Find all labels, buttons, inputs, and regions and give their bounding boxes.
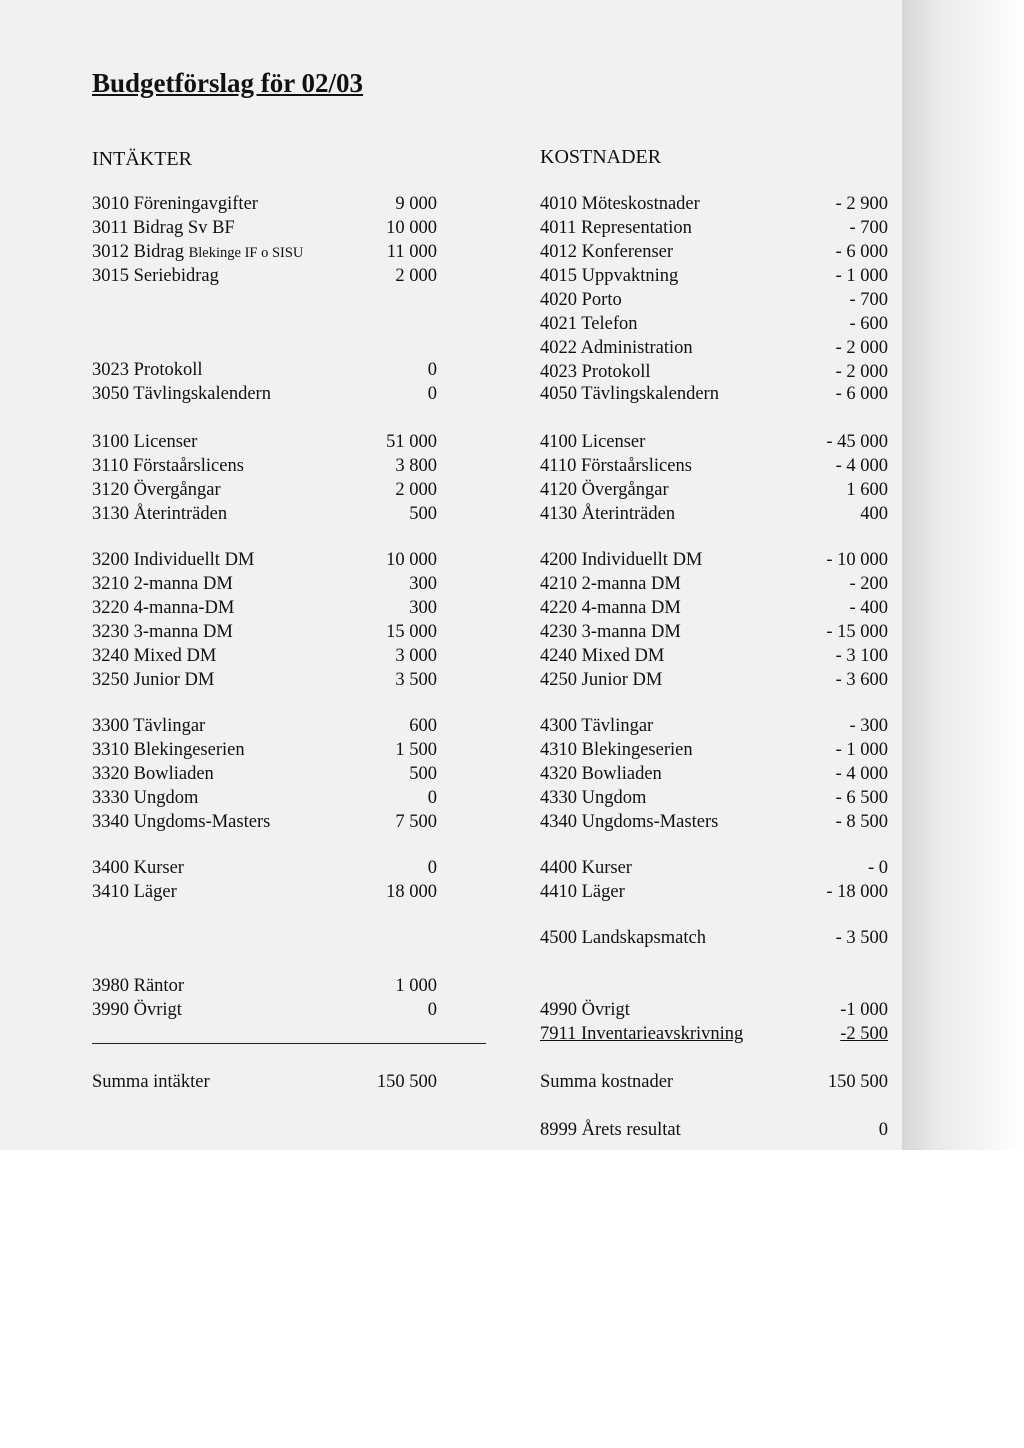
income-amount: 11 000	[386, 242, 437, 262]
cost-amount: - 6 000	[835, 384, 888, 404]
cost-account-label	[540, 382, 719, 406]
income-total-amount: 150 500	[376, 1072, 437, 1092]
income-account-label	[92, 192, 258, 216]
cost-account-text: 4012 Konferenser	[540, 242, 674, 262]
cost-account-label	[540, 502, 675, 526]
income-account-text: 3300 Tävlingar	[92, 716, 206, 736]
cost-account-label	[540, 762, 662, 786]
cost-account-text: 4300 Tävlingar	[540, 716, 654, 736]
cost-account-text: 4015 Uppvaktning	[540, 266, 679, 286]
income-amount: 0	[427, 1000, 437, 1020]
income-amount: 0	[427, 788, 437, 808]
income-account-label	[92, 714, 205, 738]
cost-amount: - 3 100	[835, 646, 888, 666]
cost-row	[540, 880, 888, 904]
income-row	[92, 668, 437, 692]
income-divider	[92, 1043, 486, 1044]
income-account-label	[92, 548, 254, 572]
cost-row	[540, 478, 888, 502]
income-account-label	[92, 240, 303, 265]
year-result-amount: 0	[878, 1120, 888, 1140]
cost-total-label: Summa kostnader	[540, 1072, 674, 1092]
income-amount: 3 000	[395, 646, 437, 666]
cost-account-text: 4023 Protokoll	[540, 362, 651, 382]
cost-row	[540, 644, 888, 668]
cost-amount: - 1 000	[835, 740, 888, 760]
cost-total-amount: 150 500	[827, 1072, 888, 1092]
cost-account-label	[540, 714, 653, 738]
cost-amount: - 700	[849, 290, 888, 310]
cost-row	[540, 240, 888, 264]
income-account-subtext: Blekinge IF o SISU	[188, 245, 304, 261]
cost-account-label	[540, 998, 630, 1022]
income-account-text: 3410 Läger	[92, 882, 177, 902]
income-row	[92, 738, 437, 762]
income-account-text: 3320 Bowliaden	[92, 764, 214, 784]
cost-row	[540, 596, 888, 620]
cost-row	[540, 572, 888, 596]
cost-account-text: 4240 Mixed DM	[540, 646, 665, 666]
income-amount: 10 000	[386, 550, 437, 570]
income-account-label	[92, 454, 244, 478]
income-account-text: 3990 Övrigt	[92, 1000, 182, 1020]
income-row	[92, 478, 437, 502]
cost-account-text: 4400 Kurser	[540, 858, 632, 878]
cost-account-label	[540, 786, 646, 810]
cost-row	[540, 336, 888, 360]
income-amount: 600	[409, 716, 437, 736]
cost-amount: - 4 000	[835, 456, 888, 476]
cost-account-label	[540, 926, 706, 950]
cost-account-text: 4130 Återinträden	[540, 504, 676, 524]
cost-amount: -1 000	[840, 1000, 888, 1020]
cost-account-text: 4250 Junior DM	[540, 670, 663, 690]
income-row	[92, 358, 437, 382]
cost-amount: 400	[860, 504, 888, 524]
cost-account-label	[540, 336, 693, 360]
cost-account-text: 4011 Representation	[540, 218, 692, 238]
cost-account-text: 4220 4-manna DM	[540, 598, 681, 618]
income-account-label	[92, 596, 234, 620]
income-account-text: 3023 Protokoll	[92, 360, 203, 380]
cost-account-label	[540, 668, 662, 692]
cost-amount: - 2 000	[835, 338, 888, 358]
year-result-label: 8999 Årets resultat	[540, 1120, 681, 1140]
cost-amount: - 6 500	[835, 788, 888, 808]
cost-amount: - 4 000	[835, 764, 888, 784]
income-account-text: 3015 Seriebidrag	[92, 266, 219, 286]
income-row	[92, 714, 437, 738]
cost-account-text: 4330 Ungdom	[540, 788, 647, 808]
income-amount: 500	[409, 764, 437, 784]
income-total	[92, 1070, 437, 1094]
income-amount: 500	[409, 504, 437, 524]
income-account-text: 3100 Licenser	[92, 432, 198, 452]
income-amount: 1 000	[395, 976, 437, 996]
cost-row	[540, 454, 888, 478]
income-amount: 300	[409, 598, 437, 618]
income-account-text: 3050 Tävlingskalendern	[92, 384, 271, 404]
income-row	[92, 454, 437, 478]
income-account-label	[92, 880, 177, 904]
income-row	[92, 644, 437, 668]
income-account-label	[92, 762, 214, 786]
income-account-text: 3400 Kurser	[92, 858, 184, 878]
income-account-text: 3250 Junior DM	[92, 670, 215, 690]
cost-row	[540, 192, 888, 216]
income-account-label	[92, 216, 235, 240]
income-account-text: 3980 Räntor	[92, 976, 184, 996]
cost-row	[540, 856, 888, 880]
cost-amount: - 8 500	[835, 812, 888, 832]
cost-amount: - 200	[849, 574, 888, 594]
income-account-label	[92, 738, 245, 762]
cost-account-text: 4210 2-manna DM	[540, 574, 681, 594]
cost-account-label	[540, 288, 622, 312]
cost-row	[540, 382, 888, 406]
cost-account-text: 4120 Övergångar	[540, 480, 669, 500]
income-row	[92, 502, 437, 526]
cost-account-label	[540, 240, 673, 264]
income-row	[92, 880, 437, 904]
cost-row	[540, 738, 888, 762]
income-account-label	[92, 430, 197, 454]
income-amount: 0	[427, 384, 437, 404]
cost-amount: - 300	[849, 716, 888, 736]
cost-account-label	[540, 216, 692, 240]
income-account-label	[92, 668, 214, 692]
cost-account-label	[540, 360, 651, 384]
cost-account-label	[540, 738, 693, 762]
cost-row	[540, 786, 888, 810]
cost-amount: - 0	[867, 858, 888, 878]
scan-edge-shadow	[902, 0, 1024, 1150]
income-amount: 18 000	[386, 882, 437, 902]
income-amount: 300	[409, 574, 437, 594]
income-row	[92, 216, 437, 240]
cost-row	[540, 620, 888, 644]
income-account-text: 3012 Bidrag	[92, 242, 189, 262]
cost-account-text: 4990 Övrigt	[540, 1000, 630, 1020]
cost-row	[540, 288, 888, 312]
cost-account-label	[540, 810, 718, 834]
cost-amount: - 600	[849, 314, 888, 334]
income-row	[92, 762, 437, 786]
cost-row	[540, 668, 888, 692]
income-account-text: 3130 Återinträden	[92, 504, 228, 524]
income-account-label	[92, 998, 182, 1022]
cost-account-label	[540, 572, 681, 596]
income-row	[92, 998, 437, 1022]
cost-account-label	[540, 596, 681, 620]
income-account-text: 3210 2-manna DM	[92, 574, 233, 594]
income-amount: 2 000	[395, 480, 437, 500]
income-account-label	[92, 620, 233, 644]
cost-account-text: 4230 3-manna DM	[540, 622, 681, 642]
income-row	[92, 192, 437, 216]
cost-amount: - 3 500	[835, 928, 888, 948]
income-row	[92, 620, 437, 644]
cost-account-text: 4340 Ungdoms-Masters	[540, 812, 719, 832]
cost-row	[540, 264, 888, 288]
cost-account-label	[540, 620, 681, 644]
cost-row	[540, 714, 888, 738]
income-account-text: 3220 4-manna-DM	[92, 598, 235, 618]
income-heading: INTÄKTER	[92, 148, 192, 170]
cost-account-label	[540, 478, 669, 502]
income-row	[92, 786, 437, 810]
income-row	[92, 856, 437, 880]
cost-row	[540, 360, 888, 384]
cost-amount: - 15 000	[826, 622, 888, 642]
cost-amount: - 2 000	[835, 362, 888, 382]
cost-amount: - 400	[849, 598, 888, 618]
income-amount: 9 000	[395, 194, 437, 214]
income-account-label	[92, 786, 198, 810]
income-account-text: 3240 Mixed DM	[92, 646, 217, 666]
income-amount: 0	[427, 858, 437, 878]
cost-amount: - 10 000	[826, 550, 888, 570]
income-row	[92, 430, 437, 454]
income-amount: 3 500	[395, 670, 437, 690]
cost-account-text: 4410 Läger	[540, 882, 625, 902]
cost-row	[540, 998, 888, 1022]
cost-amount: -2 500	[840, 1024, 888, 1044]
cost-account-label	[540, 548, 702, 572]
income-account-text: 3011 Bidrag Sv BF	[92, 218, 235, 238]
document-title: Budgetförslag för 02/03	[92, 68, 363, 98]
income-row	[92, 810, 437, 834]
income-row	[92, 264, 437, 288]
income-amount: 1 500	[395, 740, 437, 760]
income-account-text: 3230 3-manna DM	[92, 622, 233, 642]
cost-row	[540, 430, 888, 454]
cost-total	[540, 1070, 888, 1094]
cost-account-label	[540, 192, 700, 216]
cost-account-text: 4200 Individuellt DM	[540, 550, 703, 570]
income-account-label	[92, 264, 219, 288]
income-row	[92, 382, 437, 406]
cost-account-text: 4050 Tävlingskalendern	[540, 384, 719, 404]
costs-heading: KOSTNADER	[540, 146, 662, 168]
income-amount: 15 000	[386, 622, 437, 642]
income-row	[92, 240, 437, 264]
income-amount: 51 000	[386, 432, 437, 452]
cost-row	[540, 762, 888, 786]
cost-row	[540, 312, 888, 336]
income-account-label	[92, 644, 216, 668]
cost-amount: 1 600	[846, 480, 888, 500]
cost-row	[540, 216, 888, 240]
income-account-text: 3120 Övergångar	[92, 480, 221, 500]
income-account-text: 3330 Ungdom	[92, 788, 199, 808]
income-account-label	[92, 974, 184, 998]
income-account-text: 3110 Förstaårslicens	[92, 456, 244, 476]
cost-row	[540, 548, 888, 572]
income-row	[92, 572, 437, 596]
income-amount: 0	[427, 360, 437, 380]
income-amount: 3 800	[395, 456, 437, 476]
cost-account-text: 4310 Blekingeserien	[540, 740, 693, 760]
cost-account-text: 4110 Förstaårslicens	[540, 456, 692, 476]
cost-row	[540, 502, 888, 526]
income-account-label	[92, 856, 184, 880]
cost-account-label	[540, 880, 625, 904]
cost-account-label	[540, 454, 692, 478]
income-account-text: 3340 Ungdoms-Masters	[92, 812, 271, 832]
income-row	[92, 548, 437, 572]
cost-row	[540, 810, 888, 834]
cost-account-text: 4500 Landskapsmatch	[540, 928, 706, 948]
cost-account-text: 4020 Porto	[540, 290, 622, 310]
income-amount: 7 500	[395, 812, 437, 832]
cost-amount: - 6 000	[835, 242, 888, 262]
cost-account-label	[540, 312, 638, 336]
cost-amount: - 2 900	[835, 194, 888, 214]
income-account-label	[92, 502, 227, 526]
cost-account-text: 4022 Administration	[540, 338, 693, 358]
income-total-label: Summa intäkter	[92, 1072, 210, 1092]
cost-account-label	[540, 264, 678, 288]
income-row	[92, 596, 437, 620]
cost-account-label	[540, 430, 645, 454]
income-row	[92, 974, 437, 998]
cost-amount: - 1 000	[835, 266, 888, 286]
cost-amount: - 45 000	[826, 432, 888, 452]
cost-amount: - 700	[849, 218, 888, 238]
year-result	[540, 1118, 888, 1142]
cost-row	[540, 926, 888, 950]
income-account-text: 3200 Individuellt DM	[92, 550, 255, 570]
cost-account-text: 4010 Möteskostnader	[540, 194, 700, 214]
cost-account-text: 4021 Telefon	[540, 314, 638, 334]
cost-account-label	[540, 856, 632, 880]
cost-account-label	[540, 1022, 743, 1046]
income-account-label	[92, 358, 203, 382]
cost-account-text: 4320 Bowliaden	[540, 764, 662, 784]
income-account-text: 3310 Blekingeserien	[92, 740, 245, 760]
cost-amount: - 3 600	[835, 670, 888, 690]
cost-row	[540, 1022, 888, 1046]
income-account-label	[92, 382, 271, 406]
income-account-label	[92, 478, 221, 502]
cost-account-label	[540, 644, 664, 668]
income-account-text: 3010 Föreningavgifter	[92, 194, 258, 214]
income-amount: 10 000	[386, 218, 437, 238]
income-account-label	[92, 572, 233, 596]
cost-amount: - 18 000	[826, 882, 888, 902]
income-amount: 2 000	[395, 266, 437, 286]
income-account-label	[92, 810, 270, 834]
cost-account-text: 7911 Inventarieavskrivning	[540, 1024, 744, 1044]
cost-account-text: 4100 Licenser	[540, 432, 646, 452]
